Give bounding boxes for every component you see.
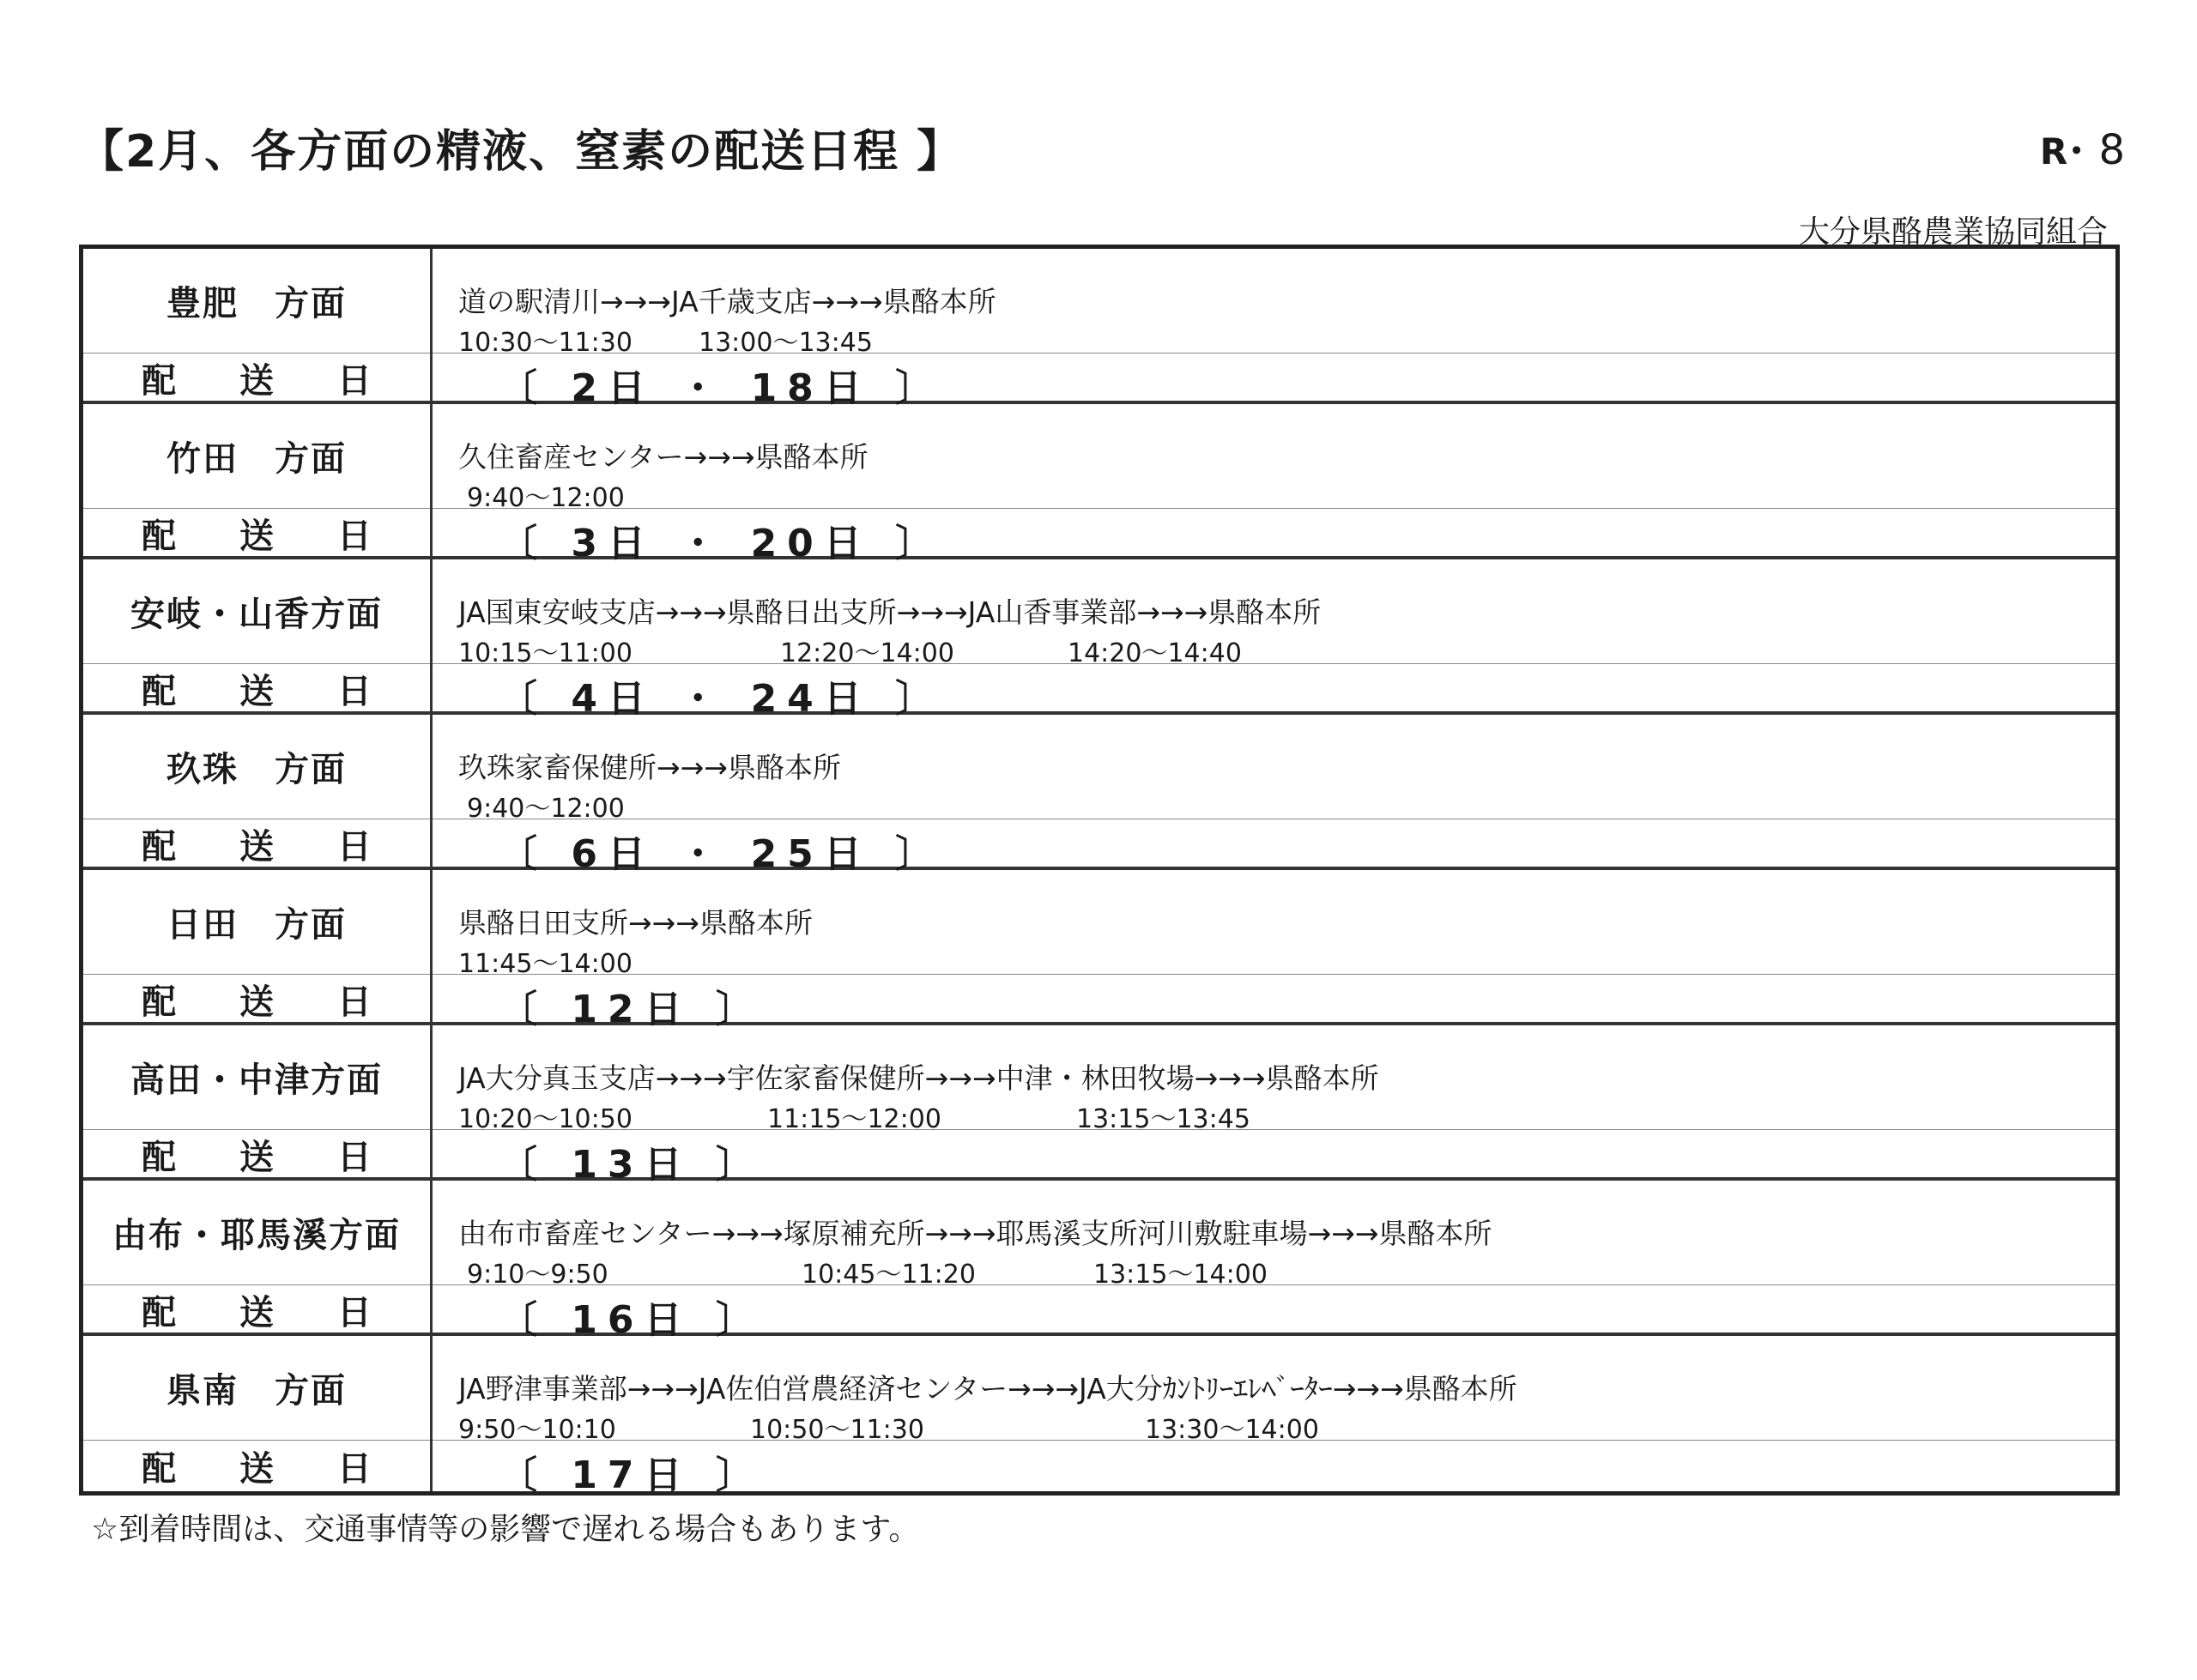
- delivery-date-label: 配 送 日: [142, 982, 397, 1022]
- delivery-dates-cell: [433, 819, 2115, 876]
- time-windows: [433, 787, 2115, 824]
- organization-name: 大分県酪農業協同組合: [1798, 215, 2108, 250]
- route-text: 久住畜産センター→→→県酪本所: [458, 440, 869, 474]
- delivery-date-label: 配 送 日: [142, 827, 397, 867]
- area-name: 玖珠 方面: [83, 715, 430, 819]
- delivery-dates-cell: [433, 1285, 2115, 1342]
- area-label-column: [83, 404, 433, 558]
- route-text: 由布市畜産センター→→→塚原補充所→→→耶馬溪支所河川敷駐車場→→→県酪本所: [458, 1217, 1492, 1250]
- delivery-schedule-table: [79, 245, 2120, 1496]
- delivery-dates: 〔 12日 〕: [499, 988, 764, 1031]
- area-label-column: [83, 870, 433, 1024]
- page-number: [2040, 124, 2125, 175]
- time-window: 13:00～13:45: [699, 328, 873, 358]
- delivery-dates-cell: [433, 354, 2115, 410]
- route-cell: [433, 404, 2115, 513]
- area-name: 高田・中津方面: [83, 1025, 430, 1130]
- delivery-dates-cell: [433, 1441, 2115, 1497]
- time-window: 10:50～11:30: [750, 1415, 924, 1445]
- delivery-date-label: 配 送 日: [142, 1293, 397, 1333]
- time-window: 13:15～13:45: [1076, 1104, 1250, 1134]
- time-windows: [433, 1253, 2115, 1290]
- page-title: 【2月、各方面の精液、窒素の配送日程 】: [79, 126, 964, 178]
- area-block: [83, 870, 2115, 1031]
- time-window: 11:45～14:00: [458, 949, 632, 979]
- page-prefix: R･: [2039, 130, 2086, 172]
- area-name: 豊肥 方面: [83, 249, 430, 354]
- route-text: 県酪日田支所→→→県酪本所: [458, 906, 813, 940]
- time-windows: [433, 632, 2115, 668]
- delivery-dates-cell: [433, 509, 2115, 565]
- area-label-column: [83, 1025, 433, 1179]
- area-name: 由布・耶馬溪方面: [83, 1181, 430, 1285]
- area-info-column: [433, 1336, 2115, 1497]
- area-label-column: [83, 715, 433, 868]
- area-block: [83, 404, 2115, 565]
- route-text: JA大分真玉支店→→→宇佐家畜保健所→→→中津・林田牧場→→→県酪本所: [458, 1061, 1379, 1095]
- delivery-date-label: 配 送 日: [142, 517, 397, 556]
- area-info-column: [433, 1181, 2115, 1342]
- delivery-dates: 〔 4日 ・ 24日 〕: [499, 677, 944, 721]
- time-window: 9:10～9:50: [467, 1260, 608, 1290]
- area-label-column: [83, 249, 433, 402]
- time-window: 13:30～14:00: [1145, 1415, 1319, 1445]
- area-block: [83, 1181, 2115, 1342]
- area-info-column: [433, 559, 2115, 721]
- time-window: 9:50～10:10: [458, 1415, 616, 1445]
- route-text: 道の駅清川→→→JA千歳支店→→→県酪本所: [458, 285, 996, 318]
- route-cell: [433, 1181, 2115, 1290]
- delivery-dates: 〔 3日 ・ 20日 〕: [499, 522, 944, 565]
- delivery-date-label: 配 送 日: [142, 1449, 397, 1489]
- area-name: 竹田 方面: [83, 404, 430, 509]
- area-info-column: [433, 870, 2115, 1031]
- area-info-column: [433, 1025, 2115, 1187]
- delivery-dates: 〔 6日 ・ 25日 〕: [499, 832, 944, 876]
- route-text: JA野津事業部→→→JA佐伯営農経済センター→→→JA大分ｶﾝﾄﾘｰｴﾚﾍﾞｰﾀｰ→→→県酪本所: [458, 1372, 1517, 1405]
- time-windows: [433, 321, 2115, 358]
- time-window: 14:20～14:40: [1068, 638, 1242, 668]
- time-window: 10:20～10:50: [458, 1104, 632, 1134]
- route-cell: [433, 870, 2115, 979]
- time-window: 10:30～11:30: [458, 328, 632, 358]
- delivery-dates-cell: [433, 975, 2115, 1031]
- area-block: [83, 1336, 2115, 1497]
- route-cell: [433, 249, 2115, 358]
- route-cell: [433, 559, 2115, 668]
- route-cell: [433, 715, 2115, 824]
- time-window: 11:15～12:00: [767, 1104, 941, 1134]
- arrival-time-note: ☆到着時間は、交通事情等の影響で遅れる場合もあります。: [91, 1512, 920, 1547]
- time-window: 9:40～12:00: [467, 794, 625, 824]
- time-windows: [433, 942, 2115, 979]
- route-text: 玖珠家畜保健所→→→県酪本所: [458, 751, 841, 784]
- area-info-column: [433, 249, 2115, 410]
- delivery-date-label: 配 送 日: [142, 361, 397, 401]
- delivery-dates: 〔 13日 〕: [499, 1143, 764, 1187]
- area-block: [83, 1025, 2115, 1187]
- area-info-column: [433, 715, 2115, 876]
- delivery-date-label: 配 送 日: [142, 672, 397, 711]
- time-windows: [433, 1097, 2115, 1134]
- area-name: 県南 方面: [83, 1336, 430, 1441]
- route-cell: [433, 1336, 2115, 1445]
- area-label-column: [83, 559, 433, 713]
- delivery-dates-cell: [433, 664, 2115, 721]
- time-window: 13:15～14:00: [1093, 1260, 1268, 1290]
- time-windows: [433, 476, 2115, 513]
- area-name: 日田 方面: [83, 870, 430, 975]
- area-label-column: [83, 1336, 433, 1491]
- area-block: [83, 249, 2115, 410]
- delivery-dates: 〔 2日 ・ 18日 〕: [499, 366, 944, 410]
- time-window: 12:20～14:00: [780, 638, 954, 668]
- page-number-value: 8: [2098, 126, 2125, 174]
- delivery-dates: 〔 16日 〕: [499, 1298, 764, 1342]
- delivery-dates: 〔 17日 〕: [499, 1453, 764, 1497]
- area-block: [83, 715, 2115, 876]
- delivery-date-label: 配 送 日: [142, 1138, 397, 1177]
- area-block: [83, 559, 2115, 721]
- route-cell: [433, 1025, 2115, 1134]
- area-name: 安岐・山香方面: [83, 559, 430, 664]
- area-label-column: [83, 1181, 433, 1334]
- time-window: 9:40～12:00: [467, 483, 625, 513]
- time-window: 10:45～11:20: [802, 1260, 976, 1290]
- time-window: 10:15～11:00: [458, 638, 632, 668]
- route-text: JA国東安岐支店→→→県酪日出支所→→→JA山香事業部→→→県酪本所: [458, 595, 1322, 629]
- delivery-dates-cell: [433, 1130, 2115, 1187]
- area-info-column: [433, 404, 2115, 565]
- time-windows: [433, 1408, 2115, 1445]
